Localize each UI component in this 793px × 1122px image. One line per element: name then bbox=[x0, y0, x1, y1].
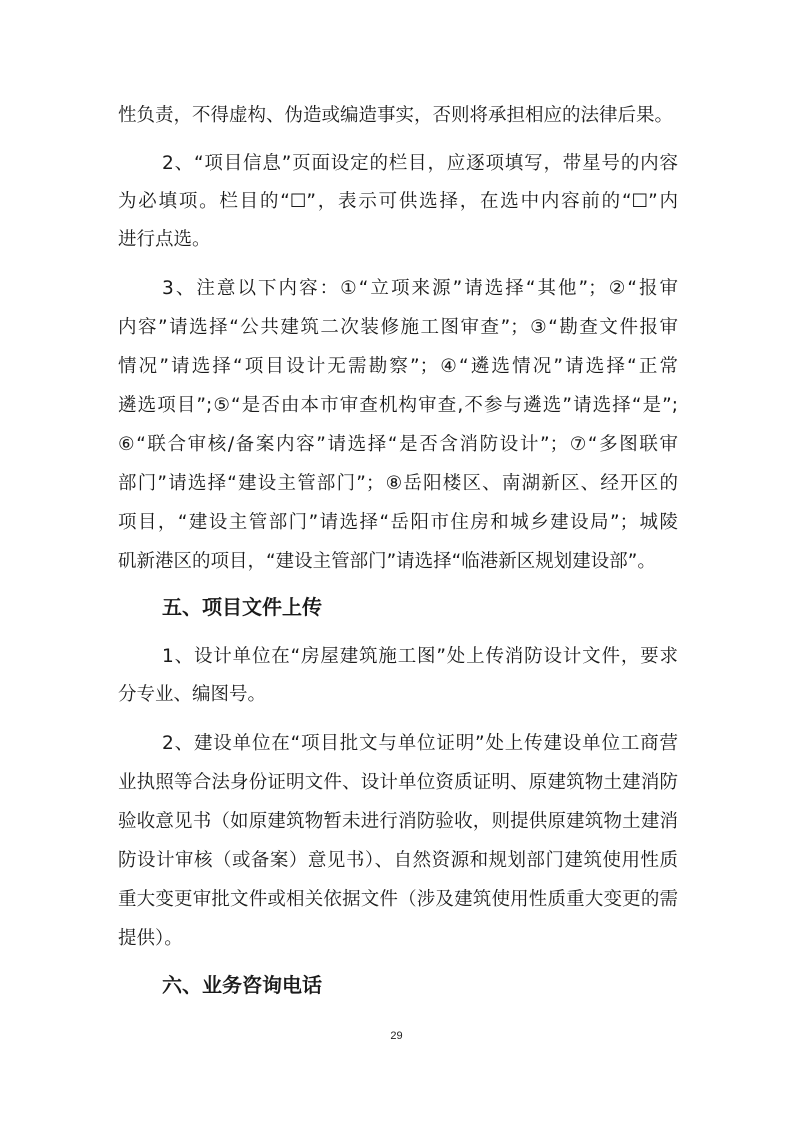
text-line: 部门”请选择“建设主管部门”；⑧岳阳楼区、南湖新区、经开区的 bbox=[118, 473, 678, 494]
text-line: 2、“项目信息”页面设定的栏目，应逐项填写，带星号的内容 bbox=[162, 153, 678, 174]
text-line: 验收意见书（如原建筑物暂未进行消防验收，则提供原建筑物土建消 bbox=[118, 811, 678, 832]
text-line: 内容”请选择“公共建筑二次装修施工图审查”；③“勘查文件报审 bbox=[118, 317, 678, 338]
text-line: 重大变更审批文件或相关依据文件（涉及建筑使用性质重大变更的需 bbox=[118, 889, 678, 910]
text-line: 为必填项。栏目的“☐”，表示可供选择，在选中内容前的“☐”内 bbox=[118, 191, 678, 212]
text-line: 2、建设单位在“项目批文与单位证明”处上传建设单位工商营 bbox=[162, 733, 678, 754]
text-line: 遴选项目”;⑤“是否由本市审查机构审查,不参与遴选”请选择“是”; bbox=[118, 395, 678, 416]
text-line: 进行点选。 bbox=[118, 229, 211, 250]
text-line: 1、设计单位在“房屋建筑施工图”处上传消防设计文件，要求 bbox=[162, 646, 678, 667]
text-line: 防设计审核（或备案）意见书）、自然资源和规划部门建筑使用性质 bbox=[118, 850, 678, 871]
text-line: 业执照等合法身份证明文件、设计单位资质证明、原建筑物土建消防 bbox=[118, 772, 678, 793]
section-heading-5: 五、项目文件上传 bbox=[162, 595, 322, 619]
page-number: 29 bbox=[390, 1030, 403, 1042]
text-line: ⑥“联合审核/备案内容”请选择“是否含消防设计”；⑦“多图联审 bbox=[118, 434, 678, 455]
text-line: 项目，“建设主管部门”请选择“岳阳市住房和城乡建设局”；城陵 bbox=[118, 512, 678, 533]
text-line: 3、注意以下内容：①“立项来源”请选择“其他”；②“报审 bbox=[162, 278, 678, 299]
text-line: 提供）。 bbox=[118, 928, 183, 949]
text-line: 情况”请选择“项目设计无需勘察”；④“遴选情况”请选择“正常 bbox=[118, 356, 678, 377]
text-line: 分专业、编图号。 bbox=[118, 684, 267, 705]
text-line: 矶新港区的项目，“建设主管部门”请选择“临港新区规划建设部”。 bbox=[118, 551, 656, 572]
text-line: 性负责，不得虚构、伪造或编造事实，否则将承担相应的法律后果。 bbox=[118, 105, 674, 126]
section-heading-6: 六、业务咨询电话 bbox=[162, 973, 322, 997]
